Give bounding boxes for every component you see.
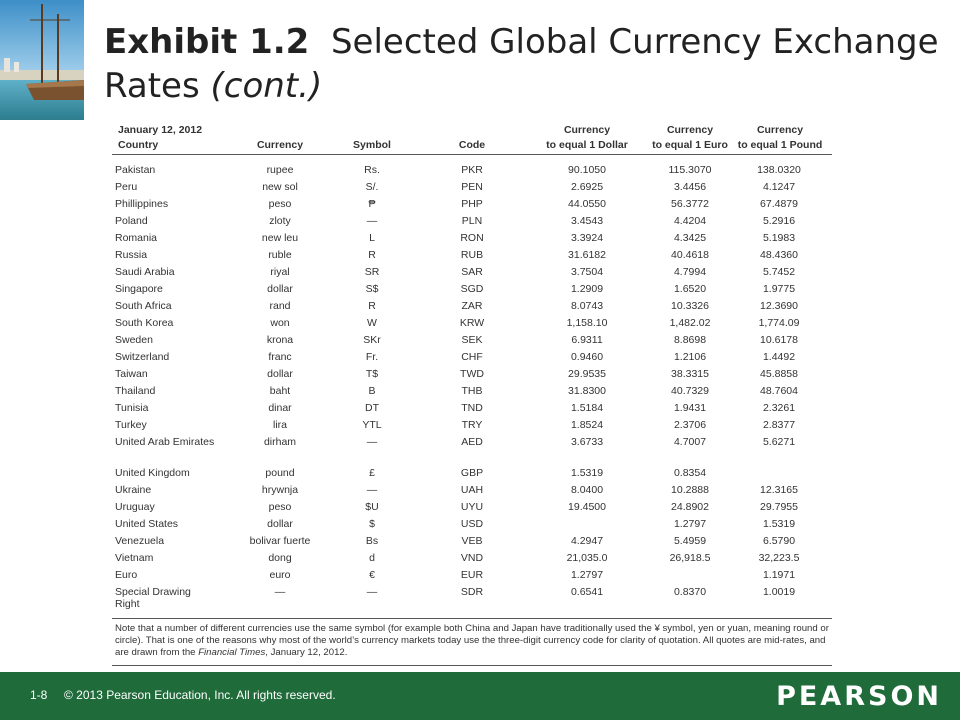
header-dollar-line2: to equal 1 Dollar — [546, 139, 628, 151]
cell-country: Poland — [115, 215, 148, 227]
table-row — [112, 246, 832, 263]
cell-country: Pakistan — [115, 164, 156, 176]
header-symbol: Symbol — [353, 139, 391, 151]
cell-per-euro: 26,918.5 — [669, 552, 711, 564]
cell-per-dollar: 8.0400 — [570, 484, 604, 496]
pearson-logo: PEARSON — [776, 681, 942, 712]
slide-title — [104, 20, 944, 108]
cell-per-pound: 48.7604 — [760, 385, 798, 397]
cell-per-euro: 4.3425 — [673, 232, 707, 244]
cell-country: Saudi Arabia — [115, 266, 175, 278]
cell-per-dollar: 4.2947 — [570, 535, 604, 547]
title-suffix: (cont.) — [210, 66, 323, 106]
cell-per-euro: 8.8698 — [673, 334, 707, 346]
cell-code: KRW — [459, 317, 485, 329]
cell-symbol: R — [368, 300, 376, 312]
cell-per-dollar: 0.6541 — [570, 586, 604, 598]
cell-per-euro: 5.4959 — [673, 535, 707, 547]
cell-per-pound: 1.5319 — [762, 518, 796, 530]
cell-country: Taiwan — [115, 368, 148, 380]
cell-per-euro: 4.7994 — [673, 266, 707, 278]
table-row — [112, 583, 832, 614]
cell-symbol: € — [369, 569, 375, 581]
cell-symbol: W — [367, 317, 377, 329]
cell-currency: rand — [269, 300, 291, 312]
cell-code: TND — [461, 402, 483, 414]
cell-code: EUR — [460, 569, 484, 581]
cell-symbol: SR — [364, 266, 380, 278]
cell-country: Special Drawing Right — [115, 586, 191, 610]
cell-code: SDR — [460, 586, 484, 598]
cell-code: PEN — [461, 181, 483, 193]
cell-per-pound: 5.1983 — [762, 232, 796, 244]
cell-per-euro: 4.4204 — [673, 215, 707, 227]
cell-currency: zloty — [269, 215, 291, 227]
cell-symbol: YTL — [362, 419, 382, 431]
table-note — [112, 618, 832, 666]
cell-currency: krona — [266, 334, 294, 346]
cell-per-pound: 48.4360 — [760, 249, 798, 261]
table-row — [112, 399, 832, 416]
cell-per-euro: 56.3772 — [671, 198, 709, 210]
cell-symbol: $U — [365, 501, 379, 513]
cell-per-dollar: 31.6182 — [568, 249, 606, 261]
cell-country: Romania — [115, 232, 158, 244]
cell-code: TWD — [460, 368, 484, 380]
cell-currency: new sol — [262, 181, 298, 193]
cell-per-dollar: 3.7504 — [570, 266, 604, 278]
table-row — [112, 161, 832, 178]
cell-currency: pound — [265, 467, 295, 479]
header-euro-line2: to equal 1 Euro — [652, 139, 728, 151]
footer-bar — [0, 672, 960, 720]
cell-per-dollar: 1,158.10 — [566, 317, 608, 329]
cell-symbol: S$ — [365, 283, 379, 295]
cell-currency: ruble — [268, 249, 292, 261]
cell-country: Switzerland — [115, 351, 170, 363]
note-date: , January 12, 2012. — [265, 647, 348, 658]
cell-per-euro: 1.9431 — [673, 402, 707, 414]
cell-currency: franc — [268, 351, 292, 363]
header-euro-line1: Currency — [666, 124, 714, 136]
table-row — [112, 365, 832, 382]
cell-country: United Kingdom — [115, 467, 190, 479]
cell-code: RUB — [460, 249, 484, 261]
table-row — [112, 297, 832, 314]
cell-per-euro: 115.3070 — [668, 164, 712, 176]
cell-currency: lira — [272, 419, 287, 431]
cell-per-dollar: 1.5184 — [570, 402, 604, 414]
cell-country: South Korea — [115, 317, 174, 329]
note-source: Financial Times — [198, 647, 266, 658]
cell-symbol: $ — [369, 518, 375, 530]
cell-code: TRY — [461, 419, 483, 431]
cell-per-dollar: 21,035.0 — [566, 552, 608, 564]
table-row — [112, 481, 832, 498]
cell-code: SGD — [460, 283, 484, 295]
cell-currency: riyal — [270, 266, 290, 278]
cell-per-pound: 67.4879 — [760, 198, 798, 210]
header-currency: Currency — [256, 139, 304, 151]
cell-symbol: Rs. — [364, 164, 380, 176]
cell-code: THB — [461, 385, 483, 397]
cell-code: UYU — [460, 501, 484, 513]
cell-code: SAR — [461, 266, 483, 278]
cell-country: Thailand — [115, 385, 156, 397]
table-row — [112, 331, 832, 348]
cell-per-euro: 1.2797 — [673, 518, 707, 530]
cell-code: PLN — [461, 215, 483, 227]
table-body — [112, 155, 832, 614]
cell-per-pound: 12.3165 — [760, 484, 798, 496]
cell-per-pound: 5.6271 — [762, 436, 796, 448]
cell-symbol: L — [369, 232, 375, 244]
cell-code: GBP — [460, 467, 484, 479]
cell-per-pound: 1.0019 — [762, 586, 796, 598]
table-row — [112, 314, 832, 331]
cell-per-dollar: 29.9535 — [568, 368, 606, 380]
header-code: Code — [458, 139, 486, 151]
cell-per-dollar: 1.2909 — [570, 283, 604, 295]
copyright-text: © 2013 Pearson Education, Inc. All rights reserved. — [64, 688, 336, 702]
cell-code: PHP — [461, 198, 483, 210]
cell-country: Turkey — [115, 419, 147, 431]
cell-per-pound: 45.8858 — [760, 368, 798, 380]
cell-per-pound: 2.8377 — [762, 419, 796, 431]
cell-currency: new leu — [261, 232, 299, 244]
table-row — [112, 178, 832, 195]
cell-currency: dollar — [267, 283, 293, 295]
table-row — [112, 263, 832, 280]
cell-per-euro: 1.6520 — [673, 283, 707, 295]
slide-number: 1-8 — [30, 688, 48, 702]
cell-per-pound: 32,223.5 — [758, 552, 800, 564]
cell-per-pound: 6.5790 — [762, 535, 796, 547]
cell-per-pound: 5.7452 — [762, 266, 796, 278]
cell-per-dollar: 1.2797 — [570, 569, 604, 581]
cell-symbol: £ — [369, 467, 375, 479]
cell-per-euro: 40.4618 — [671, 249, 709, 261]
cell-per-pound: 1,774.09 — [758, 317, 800, 329]
corner-harbor-photo — [0, 0, 84, 120]
table-row — [112, 498, 832, 515]
cell-symbol: B — [368, 385, 376, 397]
cell-per-pound: 4.1247 — [762, 181, 796, 193]
cell-per-euro: 0.8354 — [673, 467, 707, 479]
cell-per-pound: 138.0320 — [757, 164, 801, 176]
table-row — [112, 515, 832, 532]
cell-per-dollar: 90.1050 — [568, 164, 606, 176]
table-row — [112, 433, 832, 464]
cell-per-pound: 1.9775 — [762, 283, 796, 295]
cell-code: UAH — [460, 484, 484, 496]
cell-per-euro: 4.7007 — [673, 436, 707, 448]
note-text: Note that a number of different currencies use the same symbol (for example both China and Japan have traditionally used the ¥ symbol, yen or yuan, meaning round or circle). That is one of the reasons why most of the world’s currency markets today use the three-digit currency code for clarity of quotation. All quotes are mid-rates, and are drawn from the — [115, 623, 829, 658]
cell-code: CHF — [461, 351, 483, 363]
cell-country: United States — [115, 518, 179, 530]
header-pound-line1: Currency — [756, 124, 804, 136]
cell-currency: hrywnja — [261, 484, 299, 496]
cell-per-pound: 1.4492 — [762, 351, 796, 363]
table-row — [112, 532, 832, 549]
cell-per-euro: 3.4456 — [673, 181, 707, 193]
table-row — [112, 549, 832, 566]
cell-country: Uruguay — [115, 501, 155, 513]
header-dollar-line1: Currency — [563, 124, 611, 136]
title-main: Selected Global Currency Exchange Rates — [104, 22, 939, 106]
cell-per-dollar: 1.8524 — [570, 419, 604, 431]
cell-per-dollar: 3.4543 — [570, 215, 604, 227]
cell-code: VEB — [461, 535, 483, 547]
cell-symbol: S/. — [365, 181, 379, 193]
cell-per-euro: 38.3315 — [671, 368, 709, 380]
cell-code: USD — [460, 518, 484, 530]
cell-per-dollar: 3.6733 — [570, 436, 604, 448]
cell-symbol: — — [366, 484, 378, 496]
cell-country: Singapore — [115, 283, 163, 295]
cell-per-euro: 0.8370 — [673, 586, 707, 598]
cell-per-pound: 5.2916 — [762, 215, 796, 227]
table-row — [112, 212, 832, 229]
cell-symbol: T$ — [365, 368, 379, 380]
table-row — [112, 195, 832, 212]
cell-code: VND — [460, 552, 484, 564]
cell-currency: baht — [269, 385, 291, 397]
table-header — [112, 122, 832, 155]
table-row — [112, 382, 832, 399]
cell-symbol: R — [368, 249, 376, 261]
cell-per-euro: 2.3706 — [673, 419, 707, 431]
cell-per-dollar: 6.9311 — [571, 334, 603, 346]
cell-code: AED — [461, 436, 483, 448]
cell-currency: dinar — [268, 402, 292, 414]
header-pound-line2: to equal 1 Pound — [737, 139, 823, 151]
cell-symbol: — — [366, 586, 378, 598]
cell-per-pound: 12.3690 — [760, 300, 798, 312]
cell-currency: dirham — [263, 436, 297, 448]
cell-country: Russia — [115, 249, 148, 261]
table-row — [112, 464, 832, 481]
cell-per-euro: 1,482.02 — [669, 317, 711, 329]
header-date: January 12, 2012 — [118, 124, 203, 136]
cell-country: Venezuela — [115, 535, 165, 547]
cell-country: Vietnam — [115, 552, 154, 564]
cell-country: Sweden — [115, 334, 153, 346]
cell-code: ZAR — [461, 300, 483, 312]
table-row — [112, 348, 832, 365]
cell-country: Tunisia — [115, 402, 149, 414]
cell-per-dollar: 31.8300 — [568, 385, 606, 397]
cell-per-dollar: 2.6925 — [570, 181, 604, 193]
cell-per-euro: 40.7329 — [671, 385, 709, 397]
cell-currency: won — [270, 317, 290, 329]
cell-symbol: d — [369, 552, 375, 564]
cell-symbol: — — [366, 215, 378, 227]
cell-per-pound: 29.7955 — [760, 501, 798, 513]
cell-per-dollar: 44.0550 — [568, 198, 606, 210]
cell-country: United Arab Emirates — [115, 436, 215, 448]
table-row — [112, 566, 832, 583]
cell-code: SEK — [461, 334, 483, 346]
cell-currency: euro — [269, 569, 291, 581]
exhibit-label: Exhibit 1.2 — [104, 22, 310, 62]
cell-currency: rupee — [266, 164, 294, 176]
cell-per-euro: 1.2106 — [673, 351, 707, 363]
cell-symbol: SKr — [363, 334, 381, 346]
cell-per-euro: 24.8902 — [671, 501, 709, 513]
cell-symbol: ₱ — [368, 198, 376, 210]
cell-country: South Africa — [115, 300, 172, 312]
cell-currency: peso — [268, 501, 292, 513]
cell-currency: peso — [268, 198, 292, 210]
cell-per-pound: 1.1971 — [762, 569, 796, 581]
cell-per-dollar: 8.0743 — [570, 300, 604, 312]
cell-per-dollar: 3.3924 — [570, 232, 604, 244]
table-row — [112, 229, 832, 246]
cell-country: Phillippines — [115, 198, 169, 210]
cell-code: RON — [460, 232, 484, 244]
cell-per-dollar: 19.4500 — [568, 501, 606, 513]
cell-currency: bolivar fuerte — [249, 535, 311, 547]
cell-symbol: DT — [365, 402, 379, 414]
cell-symbol: Bs — [365, 535, 379, 547]
currency-table — [112, 122, 832, 666]
cell-per-euro: 10.2888 — [671, 484, 709, 496]
cell-currency: — — [274, 586, 286, 598]
cell-currency: dong — [268, 552, 292, 564]
cell-currency: dollar — [267, 368, 293, 380]
cell-per-pound: 10.6178 — [760, 334, 798, 346]
header-country: Country — [118, 139, 159, 151]
table-row — [112, 416, 832, 433]
cell-per-dollar: 1.5319 — [570, 467, 604, 479]
cell-per-euro: 10.3326 — [671, 300, 709, 312]
cell-country: Peru — [115, 181, 138, 193]
cell-per-dollar: 0.9460 — [570, 351, 604, 363]
cell-currency: dollar — [267, 518, 293, 530]
cell-code: PKR — [461, 164, 483, 176]
cell-symbol: — — [366, 436, 378, 448]
cell-country: Ukraine — [115, 484, 152, 496]
cell-symbol: Fr. — [365, 351, 379, 363]
table-row — [112, 280, 832, 297]
cell-per-pound: 2.3261 — [762, 402, 796, 414]
cell-country: Euro — [115, 569, 138, 581]
